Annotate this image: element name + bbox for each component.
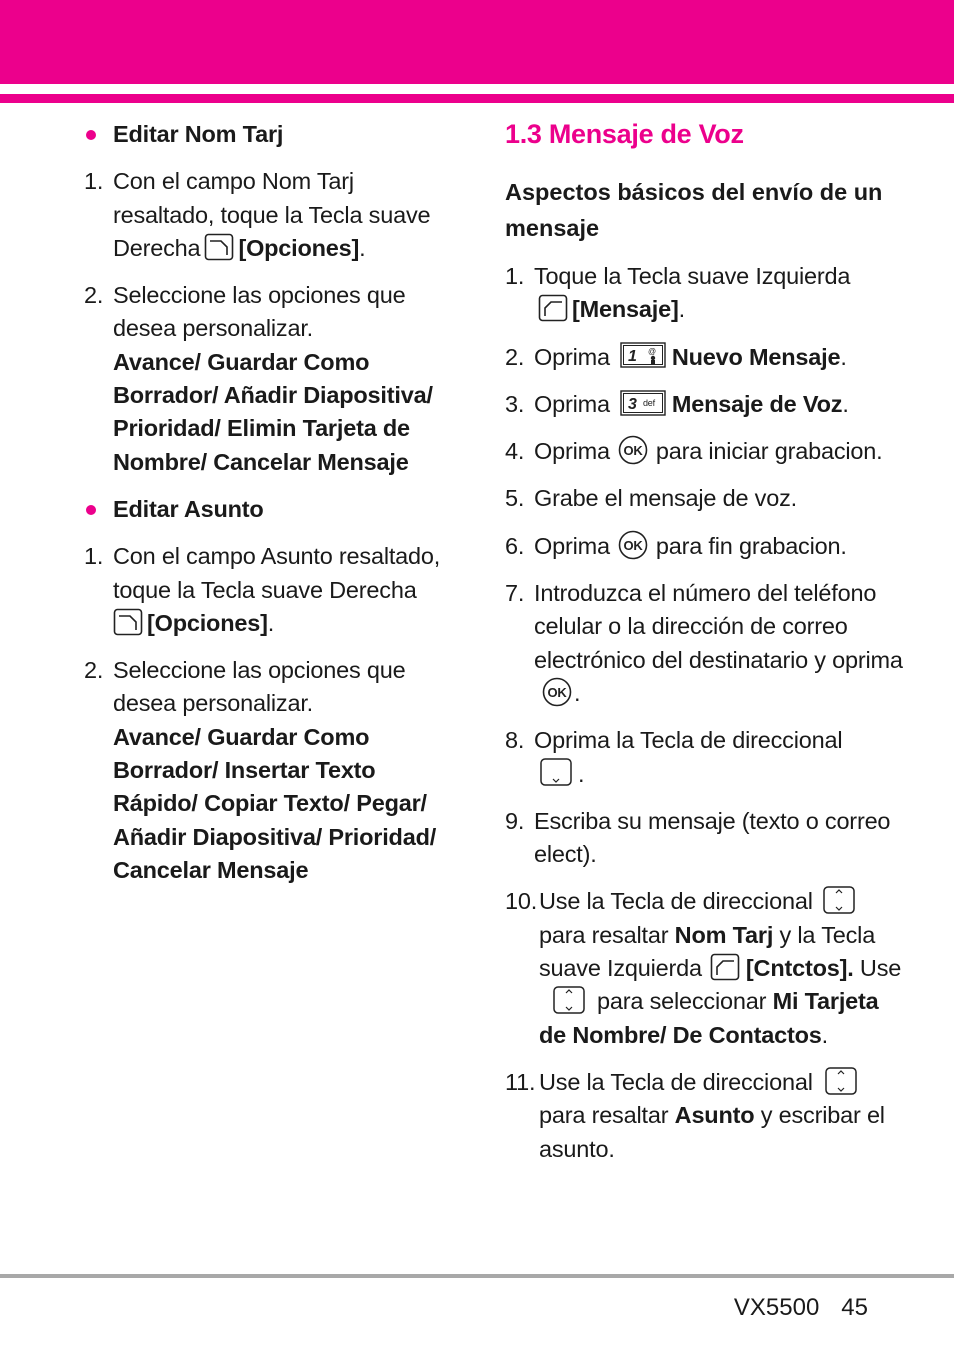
- list-item: [505, 482, 905, 515]
- bullet-label: Editar Asunto: [113, 495, 264, 522]
- svg-text:1: 1: [627, 348, 637, 366]
- item-text: para resaltar: [539, 921, 669, 948]
- footer-rule: [0, 1274, 954, 1278]
- svg-text:3: 3: [627, 395, 637, 413]
- page-number: 45: [841, 1294, 868, 1321]
- left-column: [84, 112, 454, 901]
- nav-down-key-icon: [540, 758, 572, 786]
- item-number: 8.: [505, 727, 525, 754]
- item-text: Oprima la Tecla de direccional: [534, 727, 843, 754]
- header-rule: [0, 94, 954, 103]
- item-number: 1.: [505, 263, 525, 289]
- list-item: [505, 724, 905, 791]
- opciones-label: [Opciones]: [238, 234, 360, 261]
- list-item: [505, 805, 905, 872]
- svg-text:@: @: [647, 347, 656, 357]
- punct: .: [267, 609, 275, 636]
- list-item: [84, 165, 454, 265]
- left-soft-key-icon: [538, 294, 568, 322]
- item-text: Use la Tecla de direccional: [539, 888, 813, 915]
- left-soft-key-icon: [710, 953, 740, 981]
- ok-key-icon: [618, 530, 648, 560]
- bullet-dot-icon: [86, 130, 96, 140]
- mi-tarjeta-label: Mi Tarjeta de Nombre/ De Contactos: [539, 988, 879, 1048]
- list-item: [505, 1066, 905, 1166]
- opciones-label: [Opciones]: [147, 609, 268, 636]
- nav-up-down-key-icon: [823, 886, 855, 914]
- item-text: Seleccione las opciones que desea personalizar.: [113, 282, 406, 342]
- item-text: para resaltar: [539, 1102, 669, 1129]
- item-text: Use la Tecla de direccional: [539, 1068, 813, 1095]
- punct: .: [840, 343, 847, 370]
- ok-key-icon: [618, 435, 648, 465]
- section-heading: 1.3 Mensaje de Voz: [505, 119, 744, 149]
- nav-up-down-key-icon: [825, 1067, 857, 1095]
- item-number: 9.: [505, 807, 525, 834]
- item-text: Oprima: [534, 390, 610, 417]
- punct: .: [821, 1021, 829, 1048]
- bullet-dot-icon: [86, 505, 96, 515]
- item-text: para fin grabacion.: [655, 532, 847, 559]
- item-text: Oprima: [534, 438, 610, 465]
- options-list: Avance/ Guardar Como Borrador/ Añadir Diapositiva/ Prioridad/ Elimin Tarjeta de Nombre/ Cancelar Mensaje: [113, 348, 433, 475]
- list-item: [505, 388, 905, 421]
- item-number: 6.: [505, 532, 525, 559]
- bullet-editar-nom-tarj: [84, 118, 454, 151]
- svg-text:OK: OK: [623, 442, 643, 458]
- list-item: [505, 530, 905, 563]
- item-text: Oprima: [534, 532, 610, 559]
- nom-tarj-label: Nom Tarj: [674, 921, 774, 948]
- item-text: Con el campo Nom Tarj resaltado, toque la Tecla suave Derecha: [113, 168, 431, 261]
- item-number: 11.: [505, 1068, 536, 1095]
- punct: .: [842, 390, 849, 417]
- svg-text:def: def: [642, 397, 655, 408]
- item-text: para seleccionar: [597, 988, 767, 1015]
- asunto-label: Asunto: [674, 1102, 755, 1129]
- punct: .: [574, 679, 581, 706]
- right-soft-key-icon: [204, 233, 234, 261]
- list-item: [84, 654, 454, 887]
- item-text: Introduzca el número del teléfono celular o la dirección de correo electrónico del destinatario y oprima: [534, 580, 903, 673]
- nuevo-mensaje-label: Nuevo Mensaje: [671, 343, 841, 370]
- punct: .: [359, 234, 366, 261]
- model-name: VX5500: [733, 1294, 820, 1321]
- key-3-def-icon: [620, 390, 666, 416]
- item-text: para iniciar grabacion.: [655, 438, 883, 465]
- options-list: Avance/ Guardar Como Borrador/ Insertar Texto Rápido/ Copiar Texto/ Pegar/ Añadir Diapositiva/ Prioridad/ Cancelar Mensaje: [113, 723, 437, 883]
- bullet-label: Editar Nom Tarj: [113, 121, 284, 147]
- ok-key-icon: [542, 677, 572, 707]
- nav-up-down-key-icon: [553, 986, 585, 1014]
- svg-text:OK: OK: [623, 537, 643, 553]
- item-text: Grabe el mensaje de voz.: [534, 485, 797, 512]
- item-text: Use: [859, 955, 902, 982]
- item-text: y la Tecla suave Izquierda: [539, 921, 876, 982]
- section-subheading: Aspectos básicos del envío de un mensaje: [505, 179, 883, 241]
- item-text: Escriba su mensaje (texto o correo elect).: [534, 807, 891, 868]
- right-soft-key-icon: [113, 608, 143, 636]
- mensaje-de-voz-label: Mensaje de Voz: [671, 390, 843, 417]
- svg-text:OK: OK: [547, 684, 567, 700]
- list-item: [505, 341, 905, 374]
- item-number: 2.: [84, 282, 104, 309]
- item-number: 2.: [505, 343, 525, 370]
- key-1-icon: [620, 342, 666, 368]
- item-number: 7.: [505, 580, 525, 607]
- item-number: 1.: [84, 543, 104, 570]
- page-footer: [734, 1290, 868, 1326]
- item-text: y escribar el asunto.: [539, 1102, 885, 1162]
- item-number: 10.: [505, 888, 538, 915]
- header-band: [0, 0, 954, 84]
- item-number: 5.: [505, 485, 525, 512]
- cntctos-label: [Cntctos].: [745, 955, 854, 982]
- bullet-editar-asunto: [84, 493, 454, 526]
- item-number: 2.: [84, 657, 104, 684]
- list-item: [505, 435, 905, 468]
- item-text: Con el campo Asunto resaltado, toque la Tecla suave Derecha: [113, 543, 441, 603]
- item-number: 1.: [84, 168, 104, 195]
- mensaje-label: [Mensaje]: [572, 296, 679, 323]
- punct: .: [578, 760, 585, 787]
- item-text: Seleccione las opciones que desea personalizar.: [113, 657, 406, 717]
- list-item: [505, 260, 905, 327]
- punct: .: [678, 296, 685, 323]
- right-column: [505, 112, 905, 1180]
- item-text: Toque la Tecla suave Izquierda: [534, 263, 851, 289]
- list-item: [505, 885, 905, 1051]
- list-item: [505, 577, 905, 710]
- item-text: Oprima: [534, 343, 610, 370]
- item-number: 4.: [505, 438, 525, 465]
- list-item: [84, 540, 454, 640]
- item-number: 3.: [505, 390, 525, 417]
- list-item: [84, 279, 454, 479]
